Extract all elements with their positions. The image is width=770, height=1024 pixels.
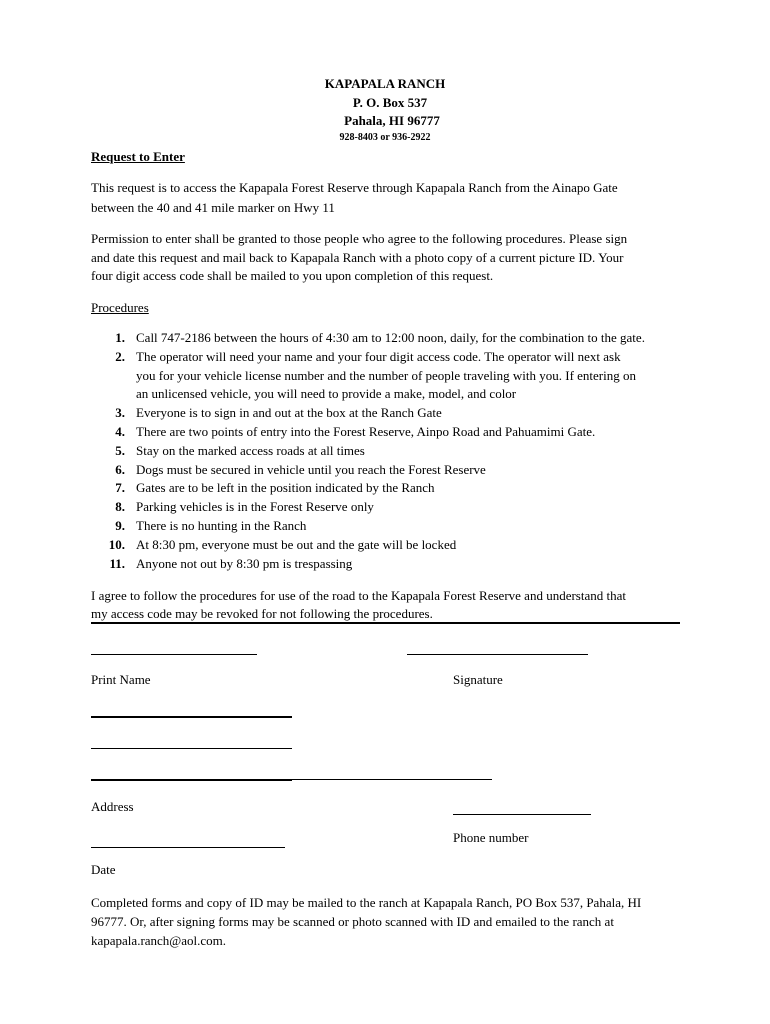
- procedure-item: [91, 329, 645, 348]
- address-line-3[interactable]: [91, 779, 292, 781]
- procedure-item: [91, 498, 645, 517]
- procedure-item: [91, 461, 645, 480]
- city: Pahala, HI 96777: [344, 113, 440, 128]
- procedure-number: 10.: [108, 536, 125, 552]
- procedure-item: [91, 555, 645, 574]
- footer-line-3: kapapala.ranch@aol.com.: [91, 933, 227, 948]
- procedure-number: 7.: [115, 480, 125, 496]
- procedure-item: [91, 348, 645, 404]
- procedure-text: The operator will need your name and your four digit access code. The operator will next ask: [136, 348, 621, 364]
- permission-line-1: Permission to enter shall be granted to those people who agree to the following procedures. Please sign: [91, 231, 628, 246]
- procedure-number: 4.: [115, 423, 125, 439]
- procedure-text: Everyone is to sign in and out at the box at the Ranch Gate: [136, 405, 442, 421]
- procedure-text: Call 747-2186 between the hours of 4:30 am to 12:00 noon, daily, for the combination to the gate.: [136, 330, 645, 345]
- procedure-text: Stay on the marked access roads at all times: [136, 442, 365, 458]
- agreement-line-2: my access code may be revoked for not following the procedures.: [91, 606, 433, 621]
- procedure-text: There are two points of entry into the Forest Reserve, Ainpo Road and Pahuamimi Gate.: [136, 423, 596, 439]
- procedure-text: you for your vehicle license number and the number of people traveling with you. If entering on: [136, 367, 636, 383]
- procedure-text: At 8:30 pm, everyone must be out and the gate will be locked: [136, 536, 457, 552]
- po-box: P. O. Box 537: [352, 95, 428, 110]
- procedure-number: 9.: [115, 517, 125, 533]
- procedure-text: an unlicensed vehicle, you will need to provide a make, model, and color: [136, 386, 517, 402]
- procedure-number: 3.: [115, 405, 125, 421]
- form-title: Request to Enter: [91, 149, 185, 164]
- print-name-label: Print Name: [91, 672, 151, 687]
- procedure-item: [91, 517, 645, 536]
- procedure-text: Gates are to be left in the position indicated by the Ranch: [136, 480, 435, 496]
- procedure-text: There is no hunting in the Ranch: [136, 517, 307, 533]
- procedure-text: Anyone not out by 8:30 pm is trespassing: [136, 555, 353, 571]
- procedures-heading: Procedures: [91, 300, 149, 315]
- permission-line-2: and date this request and mail back to Kapapala Ranch with a photo copy of a current picture ID. Your: [91, 250, 624, 265]
- address-line-2[interactable]: [91, 748, 292, 749]
- procedure-item: [91, 404, 645, 423]
- procedure-item: [91, 442, 645, 461]
- phone-numbers: 928-8403 or 936-2922: [339, 132, 431, 143]
- procedure-item: [91, 423, 645, 442]
- procedure-number: 6.: [115, 461, 125, 477]
- intro-line-2: between the 40 and 41 mile marker on Hwy 11: [91, 200, 335, 215]
- footer-line-2: 96777. Or, after signing forms may be scanned or photo scanned with ID and emailed to the ranch at: [91, 914, 614, 929]
- address-line-3-ext[interactable]: [292, 779, 492, 780]
- agreement-line-1: I agree to follow the procedures for use of the road to the Kapapala Forest Reserve and understand that: [91, 588, 626, 603]
- signature-line[interactable]: [407, 654, 588, 655]
- print-name-line[interactable]: [91, 654, 257, 655]
- procedure-text: Parking vehicles is in the Forest Reserve only: [136, 499, 374, 515]
- ranch-name: KAPAPALA RANCH: [324, 76, 446, 91]
- intro-line-1: This request is to access the Kapapala Forest Reserve through Kapapala Ranch from the Ainapo Gate: [91, 180, 618, 195]
- address-line-1[interactable]: [91, 716, 292, 718]
- agreement-rule: [91, 622, 680, 624]
- procedure-item: [91, 479, 645, 498]
- procedure-number: 2.: [115, 348, 125, 364]
- permission-line-3: four digit access code shall be mailed to you upon completion of this request.: [91, 268, 494, 283]
- phone-label: Phone number: [453, 830, 529, 845]
- procedure-text: Dogs must be secured in vehicle until you reach the Forest Reserve: [136, 461, 486, 477]
- date-line[interactable]: [91, 847, 285, 848]
- procedure-item: [91, 536, 645, 555]
- address-label: Address: [91, 799, 134, 814]
- procedure-number: 8.: [115, 499, 125, 515]
- footer-line-1: Completed forms and copy of ID may be mailed to the ranch at Kapapala Ranch, PO Box 537, Pahala, HI: [91, 895, 642, 910]
- date-label: Date: [91, 862, 116, 877]
- phone-line[interactable]: [453, 814, 591, 815]
- signature-label: Signature: [453, 672, 503, 687]
- procedure-number: 11.: [109, 555, 125, 571]
- procedure-number: 1.: [115, 330, 125, 345]
- procedures-list: [91, 329, 645, 573]
- procedure-number: 5.: [115, 442, 125, 458]
